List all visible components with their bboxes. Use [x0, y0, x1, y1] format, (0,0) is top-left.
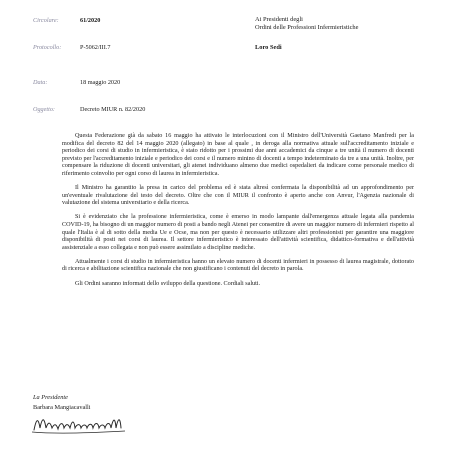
body-paragraph-4: Attualmente i corsi di studio in infermieristica hanno un elevato numero di docenti infermieri in possesso di laurea magistrale, dottorato di ricerca e abilitazione scientifica nazionale che non giustificano i contenuti del decreto in parola. [62, 258, 414, 273]
handwritten-signature [30, 410, 150, 436]
oggetto-label: Oggetto: [33, 106, 55, 113]
oggetto-value: Decreto MIUR n. 82/2020 [80, 106, 146, 113]
body-paragraph-2: Il Ministro ha garantito la presa in carico del problema ed è stata altresì confermata la disponibilità ad un approfondimento per un'eventuale rivalutazione del testo del decreto. Oltre che con il MIUR il confronto è aperto anche con Anvur, l'Agenzia nazionale di valutazione del sistema universitario e della ricerca. [62, 185, 414, 207]
protocollo-value: P-5062/III.7 [80, 44, 111, 51]
body-paragraph-1: Questa Federazione già da sabato 16 maggio ha attivato le interlocuzioni con il Ministro dell'Università Gaetano Manfredi per la modifica del decreto 82 del 14 maggio 2020 (allegato) in base al quale , in deroga alla normativa attuale sull'accreditamento iniziale e periodico dei corsi di studio in infermieristica, è stato ridotto per i prossimi due anni accademici da cinque a tre unità il numero di docenti previsto per l'accreditamento iniziale e periodico dei corsi e il numero minino di docenti a tempo indeterminato da tre a una unità. Inoltre, per compensare la riduzione di docenti universitari, gli atenei individuano almeno due medici ospedalieri da indicare come personale medico di riferimento coinvolto per ogni corso di laurea in infermieristica. [62, 133, 414, 177]
letter-body [62, 133, 414, 295]
body-paragraph-5: Gli Ordini saranno informati dello sviluppo della questione. Cordiali saluti. [75, 280, 261, 287]
protocollo-label: Protocollo: [33, 44, 62, 51]
circolare-value: 61/2020 [80, 17, 101, 24]
data-label: Data: [33, 79, 48, 86]
body-paragraph-3: Si è evidenziato che la professione infermieristica, come è emerso in modo lampante dall'emergenza attuale legata alla pandemia COVID-19, ha bisogno di un maggior numero di posti a bando negli Atenei per consentire di avere un maggior numero di infermieri rispetto al quale l'Italia è al di sotto della media Ue e Ocse, ma non per questo è necessario utilizzare altri professionisti per garantire una maggiore disponibilità di posti nei corsi di laurea. Il settore infermieristico è interessato dell'attività scientifica, didattico-formativa e dell'attività assistenziale a esso collegata e non può essere assimilato a discipline mediche. [62, 214, 414, 251]
signature-name: Barbara Mangiacavalli [33, 404, 91, 411]
recipient-line-2: Ordini delle Professioni Infermieristiche [255, 24, 359, 31]
circolare-label: Circolare: [33, 17, 59, 24]
signature-role: La Presidente [33, 394, 68, 401]
recipient-line-1: Ai Presidenti degli [255, 16, 303, 23]
recipient-line-3: Loro Sedi [255, 44, 282, 51]
data-value: 18 maggio 2020 [80, 79, 121, 86]
